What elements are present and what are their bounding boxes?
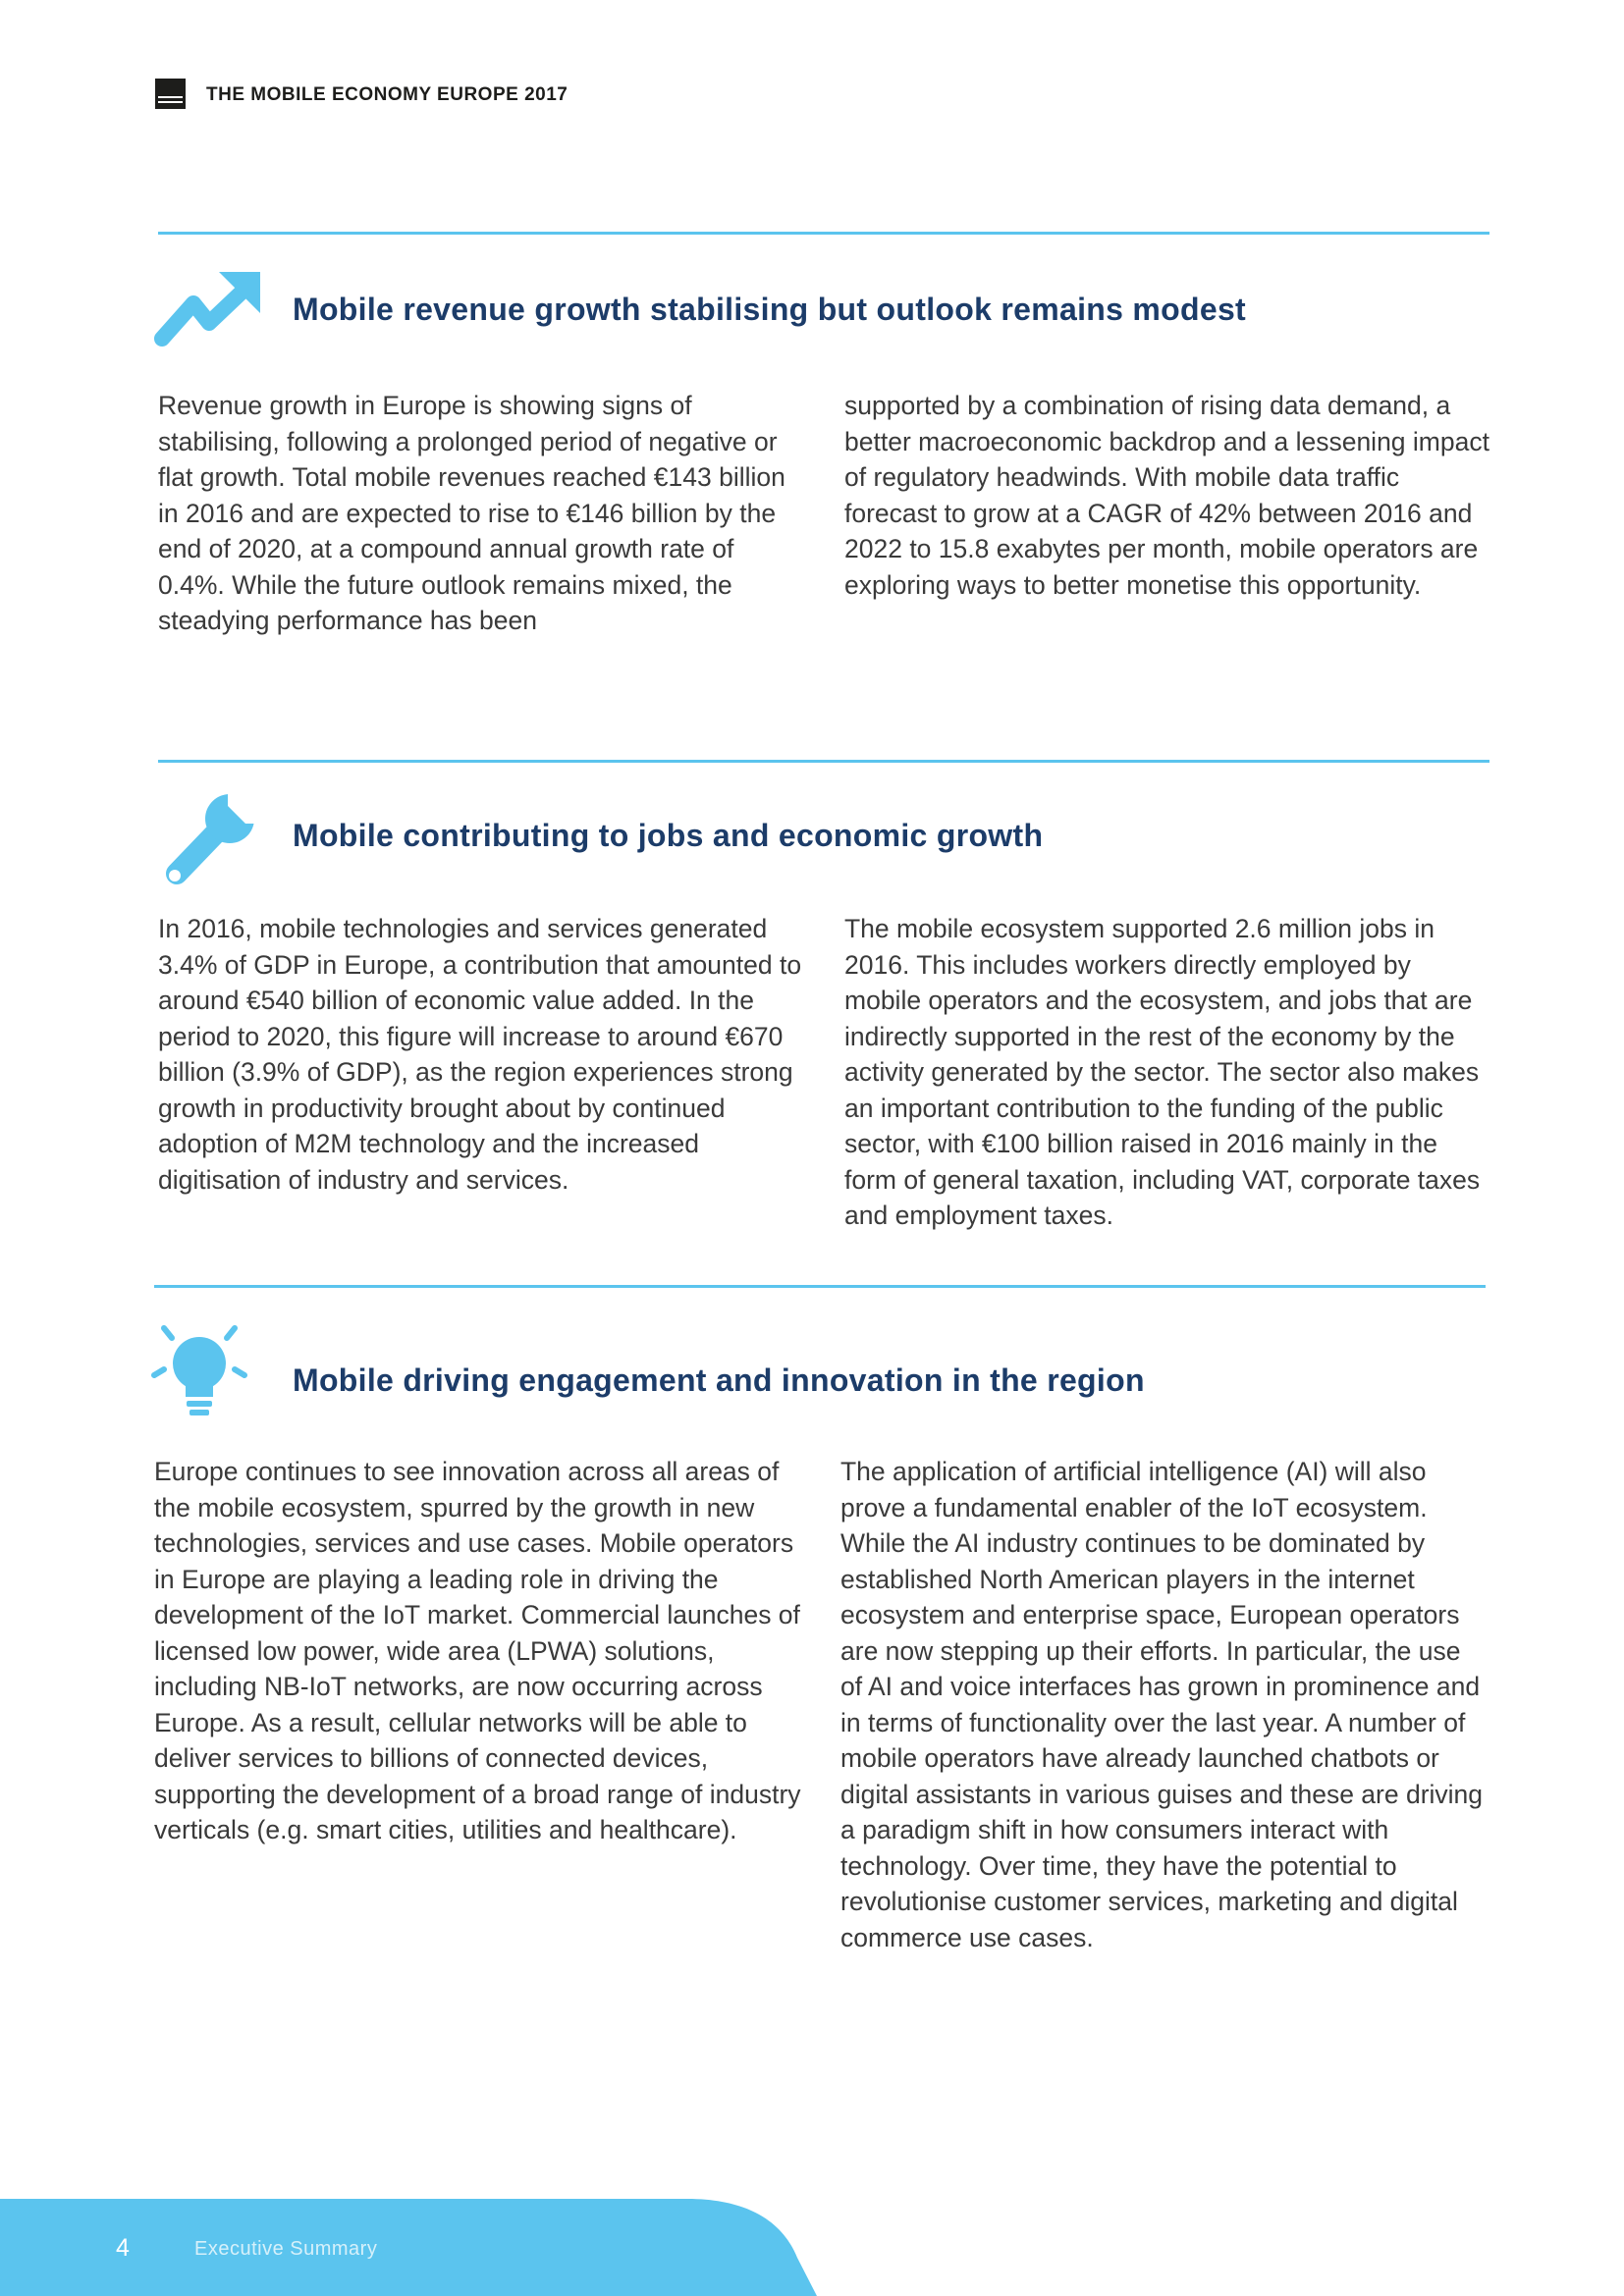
section-body-left: In 2016, mobile technologies and services generated 3.4% of GDP in Europe, a contribution that amounted to around €540 billion of economic value added. In the period to 2020, this figure will increase to around €670 billion (3.9% of GDP), as the region experiences strong growth in productivity brought about by continued adoption of M2M technology and the increased digitisation of industry and services. xyxy=(158,914,802,1195)
wrench-icon xyxy=(155,791,258,894)
section-body-right: The mobile ecosystem supported 2.6 million jobs in 2016. This includes workers directly employed by mobile operators and the ecosystem, and jobs that are indirectly supported in the rest of the economy by the activity generated by the sector. The sector also makes an important contribution to the funding of the public sector, with €100 billion raised in 2016 mainly in the form of general taxation, including VAT, corporate taxes and employment taxes. xyxy=(844,914,1481,1230)
section-title: Mobile contributing to jobs and economic growth xyxy=(293,818,1044,853)
section-body-right: supported by a combination of rising data demand, a better macroeconomic backdrop and a lessening impact of regulatory headwinds. With mobile data traffic forecast to grow at a CAGR of 42% between 2016 and 2022 to 15.8 exabytes per month, mobile operators are exploring ways to better monetise this opportunity. xyxy=(844,391,1489,600)
gsma-logo xyxy=(155,79,186,109)
section-body-right: The application of artificial intelligence (AI) will also prove a fundamental enabler of the IoT ecosystem. While the AI industry continues to be dominated by established North American players in the internet ecosystem and enterprise space, European operators are now stepping up their efforts. In particular, the use of AI and voice interfaces has grown in prominence and in terms of functionality over the last year. A number of mobile operators have already launched chatbots or digital assistants in various guises and these are driving a paradigm shift in how consumers interact with technology. Over time, they have the potential to revolutionise customer services, marketing and digital commerce use cases. xyxy=(840,1457,1484,1952)
footer-section-label: Executive Summary xyxy=(194,2238,378,2260)
trending-up-arrow-icon xyxy=(154,268,262,350)
section-body-left: Europe continues to see innovation across all areas of the mobile ecosystem, spurred by the growth in new technologies, services and use cases. Mobile operators in Europe are playing a leading role in driving the development of the IoT market. Commercial launches of licensed low power, wide area (LPWA) solutions, including NB-IoT networks, are now occurring across Europe. As a result, cellular networks will be able to deliver services to billions of connected devices, supporting the development of a broad range of industry verticals (e.g. smart cities, utilities and healthcare). xyxy=(154,1457,801,1844)
section-divider xyxy=(158,760,1489,763)
document-title: THE MOBILE ECONOMY EUROPE 2017 xyxy=(206,84,568,105)
lightbulb-icon xyxy=(150,1318,248,1424)
section-divider xyxy=(154,1285,1486,1288)
page-number: 4 xyxy=(116,2234,130,2262)
section-divider xyxy=(158,232,1489,235)
section-title: Mobile driving engagement and innovation in the region xyxy=(293,1362,1145,1398)
section-title: Mobile revenue growth stabilising but outlook remains modest xyxy=(293,292,1246,327)
section-body-left: Revenue growth in Europe is showing signs of stabilising, following a prolonged period of negative or flat growth. Total mobile revenues reached €143 billion in 2016 and are expected to rise to €146 billion by the end of 2020, at a compound annual growth rate of 0.4%. While the future outlook remains mixed, the steadying performance has been xyxy=(158,391,785,635)
